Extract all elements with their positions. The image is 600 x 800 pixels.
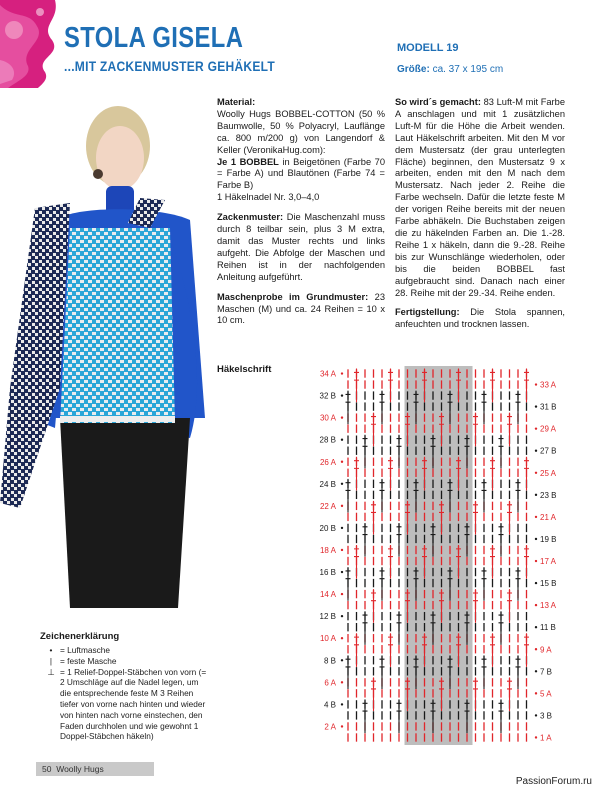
chain-dot bbox=[535, 472, 537, 474]
row-label: 14 A bbox=[319, 590, 336, 600]
relief-stitch-mark bbox=[346, 655, 351, 689]
relief-stitch-mark bbox=[507, 501, 512, 535]
material-heading: Material: bbox=[217, 97, 256, 107]
legend-text-feste-masche: = feste Masche bbox=[60, 655, 117, 666]
crochet-chart bbox=[300, 358, 575, 758]
row-label: 32 B bbox=[319, 391, 336, 401]
chain-dot bbox=[341, 615, 343, 617]
chain-dot bbox=[535, 560, 537, 562]
row-label: 25 A bbox=[540, 468, 557, 478]
legend-text-luftmasche: = Luftmasche bbox=[60, 645, 111, 655]
relief-stitch-mark bbox=[380, 479, 385, 513]
relief-stitch-mark bbox=[524, 369, 529, 403]
row-label: 24 B bbox=[319, 479, 336, 489]
relief-stitch-mark bbox=[482, 567, 487, 601]
footer-bar bbox=[36, 762, 154, 776]
chain-dot bbox=[341, 725, 343, 727]
legend bbox=[40, 645, 210, 742]
chain-dot bbox=[341, 461, 343, 463]
relief-stitch-mark bbox=[482, 479, 487, 513]
relief-stitch-mark bbox=[490, 457, 495, 491]
model-photo bbox=[0, 88, 210, 608]
chain-dot bbox=[341, 549, 343, 551]
row-label: 2 A bbox=[324, 722, 336, 732]
row-label: 27 B bbox=[540, 446, 557, 456]
relief-stitch-mark bbox=[397, 699, 402, 733]
relief-stitch-mark bbox=[507, 677, 512, 711]
needle-text: 1 Häkelnadel Nr. 3,0–4,0 bbox=[217, 192, 320, 203]
relief-stitch-mark bbox=[516, 567, 521, 601]
relief-doppel-staebchen-symbol-icon: ⊥ bbox=[47, 666, 55, 677]
chain-dot bbox=[341, 372, 343, 374]
chain-dot bbox=[535, 604, 537, 606]
chain-dot bbox=[341, 416, 343, 418]
relief-stitch-mark bbox=[380, 655, 385, 689]
relief-stitch-mark bbox=[507, 589, 512, 623]
bobbel-bold: Je 1 BOBBEL bbox=[217, 156, 279, 167]
relief-stitch-mark bbox=[363, 611, 368, 645]
chain-dot bbox=[535, 582, 537, 584]
relief-stitch-mark bbox=[473, 589, 478, 623]
row-label: 5 A bbox=[540, 689, 552, 699]
row-label: 11 B bbox=[540, 623, 556, 633]
legend-item-feste-masche bbox=[40, 656, 210, 667]
relief-stitch-mark bbox=[473, 501, 478, 535]
relief-stitch-mark bbox=[490, 633, 495, 667]
magazine-name: Woolly Hugs bbox=[56, 764, 104, 774]
relief-stitch-mark bbox=[346, 567, 351, 601]
row-label: 31 B bbox=[540, 402, 557, 412]
relief-stitch-mark bbox=[397, 523, 402, 557]
row-label: 17 A bbox=[540, 557, 557, 567]
relief-stitch-mark bbox=[482, 391, 487, 425]
row-label: 15 B bbox=[540, 579, 557, 589]
relief-stitch-mark bbox=[473, 677, 478, 711]
relief-stitch-mark bbox=[490, 369, 495, 403]
maschenprobe-section bbox=[217, 292, 385, 328]
chain-dot bbox=[341, 659, 343, 661]
chain-dot bbox=[535, 516, 537, 518]
chain-dot bbox=[535, 648, 537, 650]
chain-dot bbox=[535, 626, 537, 628]
zackenmuster-text: Die Maschenzahl muss durch 8 teilbar sein, plus 3 M extra, damit das Muster rechts und links aufgeht. Die Abfolge der Maschen und Reihen ist in der nachfolgenden Anleitung aufgeführt. bbox=[217, 212, 385, 282]
row-label: 34 A bbox=[319, 369, 336, 379]
material-text: Woolly Hugs BOBBEL-COTTON (50 % Baumwolle, 50 % Polyacryl, Lauflänge ca. 800 m/200 g) von Langendorf & Keller (VeronikaHug.com): bbox=[217, 108, 385, 155]
row-label: 4 B bbox=[323, 700, 336, 710]
page-title: STOLA GISELA bbox=[64, 22, 244, 54]
chain-dot bbox=[535, 405, 537, 407]
row-label: 23 B bbox=[540, 490, 557, 500]
relief-stitch-mark bbox=[388, 633, 393, 667]
row-label: 30 A bbox=[319, 413, 336, 423]
material-section bbox=[217, 97, 385, 204]
relief-stitch-mark bbox=[397, 611, 402, 645]
row-label: 6 A bbox=[324, 678, 336, 688]
relief-stitch-mark bbox=[363, 699, 368, 733]
row-label: 12 B bbox=[319, 612, 336, 622]
size-label: Größe: bbox=[397, 64, 430, 75]
relief-stitch-mark bbox=[473, 413, 478, 447]
row-label: 21 A bbox=[540, 512, 557, 522]
row-label: 3 B bbox=[540, 711, 553, 721]
bobbel-text: in Beigetönen (Farbe 70 = Farbe A) und Blautönen (Farbe 74 = Farbe B) bbox=[217, 156, 385, 191]
repeat-shade bbox=[405, 366, 473, 745]
page-subtitle: ...MIT ZACKENMUSTER GEHÄKELT bbox=[64, 58, 276, 74]
chain-dot bbox=[341, 438, 343, 440]
chain-dot bbox=[341, 483, 343, 485]
size-value: ca. 37 x 195 cm bbox=[432, 64, 504, 75]
relief-stitch-mark bbox=[354, 369, 359, 403]
sowirds-heading: So wird´s gemacht: bbox=[395, 97, 481, 107]
legend-item-relief-stabchen bbox=[40, 667, 210, 743]
relief-stitch-mark bbox=[371, 677, 376, 711]
chain-dot bbox=[341, 637, 343, 639]
fertigstellung-heading: Fertigstellung: bbox=[395, 307, 460, 318]
size-info bbox=[397, 64, 503, 75]
chain-dot bbox=[535, 450, 537, 452]
chain-dot bbox=[535, 427, 537, 429]
relief-stitch-mark bbox=[499, 435, 504, 469]
row-label: 16 B bbox=[319, 568, 336, 578]
row-label: 9 A bbox=[540, 645, 552, 655]
chain-dot bbox=[535, 670, 537, 672]
row-label: 19 B bbox=[540, 534, 557, 544]
relief-stitch-mark bbox=[354, 545, 359, 579]
watermark: PassionForum.ru bbox=[515, 776, 592, 787]
relief-stitch-mark bbox=[346, 391, 351, 425]
chain-dot bbox=[535, 692, 537, 694]
relief-stitch-mark bbox=[499, 699, 504, 733]
chain-dot bbox=[341, 527, 343, 529]
legend-text-relief-stabchen: = 1 Relief-Doppel-Stäbchen von vorn (= 2 Umschläge auf die Nadel legen, um die entsprechende feste M 3 Reihen tiefer von vorne nach hinten und wieder von hinten nach vorne einstechen, den Faden durchholen und wie gewohnt 1 Doppel-Stäbchen häkeln) bbox=[60, 666, 207, 742]
relief-stitch-mark bbox=[499, 523, 504, 557]
relief-stitch-mark bbox=[524, 633, 529, 667]
row-label: 7 B bbox=[540, 667, 553, 677]
relief-stitch-mark bbox=[388, 369, 393, 403]
row-label: 20 B bbox=[319, 523, 336, 533]
luftmasche-symbol-icon: • bbox=[49, 645, 53, 655]
relief-stitch-mark bbox=[380, 391, 385, 425]
chain-dot bbox=[341, 571, 343, 573]
relief-stitch-mark bbox=[363, 435, 368, 469]
page-number: 50 bbox=[42, 764, 52, 774]
chain-dot bbox=[535, 538, 537, 540]
instructions-column-left bbox=[217, 97, 385, 335]
relief-stitch-mark bbox=[354, 457, 359, 491]
row-label: 18 A bbox=[319, 545, 336, 555]
legend-item-luftmasche bbox=[40, 645, 210, 656]
chain-dot bbox=[341, 703, 343, 705]
legend-title: Zeichenerklärung bbox=[40, 631, 120, 642]
chain-dot bbox=[341, 681, 343, 683]
relief-stitch-mark bbox=[397, 435, 402, 469]
relief-stitch-mark bbox=[499, 611, 504, 645]
relief-stitch-mark bbox=[380, 567, 385, 601]
relief-stitch-mark bbox=[388, 545, 393, 579]
relief-stitch-mark bbox=[482, 655, 487, 689]
relief-stitch-mark bbox=[516, 655, 521, 689]
chain-dot bbox=[341, 593, 343, 595]
relief-stitch-mark bbox=[490, 545, 495, 579]
relief-stitch-mark bbox=[516, 479, 521, 513]
zackenmuster-section bbox=[217, 212, 385, 283]
row-label: 8 B bbox=[323, 656, 336, 666]
relief-stitch-mark bbox=[524, 457, 529, 491]
chain-dot bbox=[341, 394, 343, 396]
maschenprobe-heading: Maschenprobe im Grundmuster: bbox=[217, 291, 369, 302]
chain-dot bbox=[535, 714, 537, 716]
row-label: 10 A bbox=[319, 634, 336, 644]
fertigstellung-text: Die Stola spannen, anfeuchten und trocknen lassen. bbox=[395, 307, 565, 330]
maschenprobe-text: 23 Maschen (M) und ca. 24 Reihen = 10 x 10 cm. bbox=[217, 291, 385, 326]
sowirds-text: 83 Luft-M mit Farbe A anschlagen und mit 1 zusätzlichen Luft-M für die Höhe die Arbeit wenden. Laut Häkelschrift arbeiten. Mit den M vor dem Mustersatz (der grau unterlegten Fläche) beginnen, den Mustersatz 9 x arbeiten, enden mit den M nach dem Mustersatz. Nach jeder 2. Reihe die Farbe wechseln. Dafür die letzte feste M der vorigen Reihe bereits mit der neuen Farbe abhäkeln. Die Buchstaben zeigen die zu häkelnden Farben an. Die 1.-28. Reihe 1 x häkeln, dann die 9.-28. Reihe bis zur Wunschlänge wiederholen, oder bis die beiden BOBBEL fast aufgebraucht sind. Danach nach einer 28. Reihe mit der 29.-34. Reihe enden. bbox=[395, 97, 565, 298]
instructions-column-right bbox=[395, 97, 565, 339]
zackenmuster-heading: Zackenmuster: bbox=[217, 212, 284, 223]
model-number: MODELL 19 bbox=[397, 42, 459, 54]
row-label: 1 A bbox=[540, 733, 552, 743]
relief-stitch-mark bbox=[516, 391, 521, 425]
chain-dot bbox=[535, 736, 537, 738]
row-label: 29 A bbox=[540, 424, 557, 434]
row-label: 33 A bbox=[540, 380, 557, 390]
chain-dot bbox=[341, 505, 343, 507]
fertigstellung-section bbox=[395, 307, 565, 331]
relief-stitch-mark bbox=[346, 479, 351, 513]
chain-dot bbox=[535, 494, 537, 496]
relief-stitch-mark bbox=[507, 413, 512, 447]
relief-stitch-mark bbox=[371, 589, 376, 623]
row-label: 22 A bbox=[319, 501, 336, 511]
row-label: 26 A bbox=[319, 457, 336, 467]
sowirds-section bbox=[395, 97, 565, 299]
relief-stitch-mark bbox=[363, 523, 368, 557]
relief-stitch-mark bbox=[371, 501, 376, 535]
row-label: 28 B bbox=[319, 435, 336, 445]
relief-stitch-mark bbox=[388, 457, 393, 491]
chain-dot bbox=[535, 383, 537, 385]
feste-masche-symbol-icon: | bbox=[49, 655, 53, 666]
relief-stitch-mark bbox=[354, 633, 359, 667]
relief-stitch-mark bbox=[524, 545, 529, 579]
relief-stitch-mark bbox=[371, 413, 376, 447]
row-label: 13 A bbox=[540, 601, 557, 611]
chart-heading: Häkelschrift bbox=[217, 364, 272, 375]
